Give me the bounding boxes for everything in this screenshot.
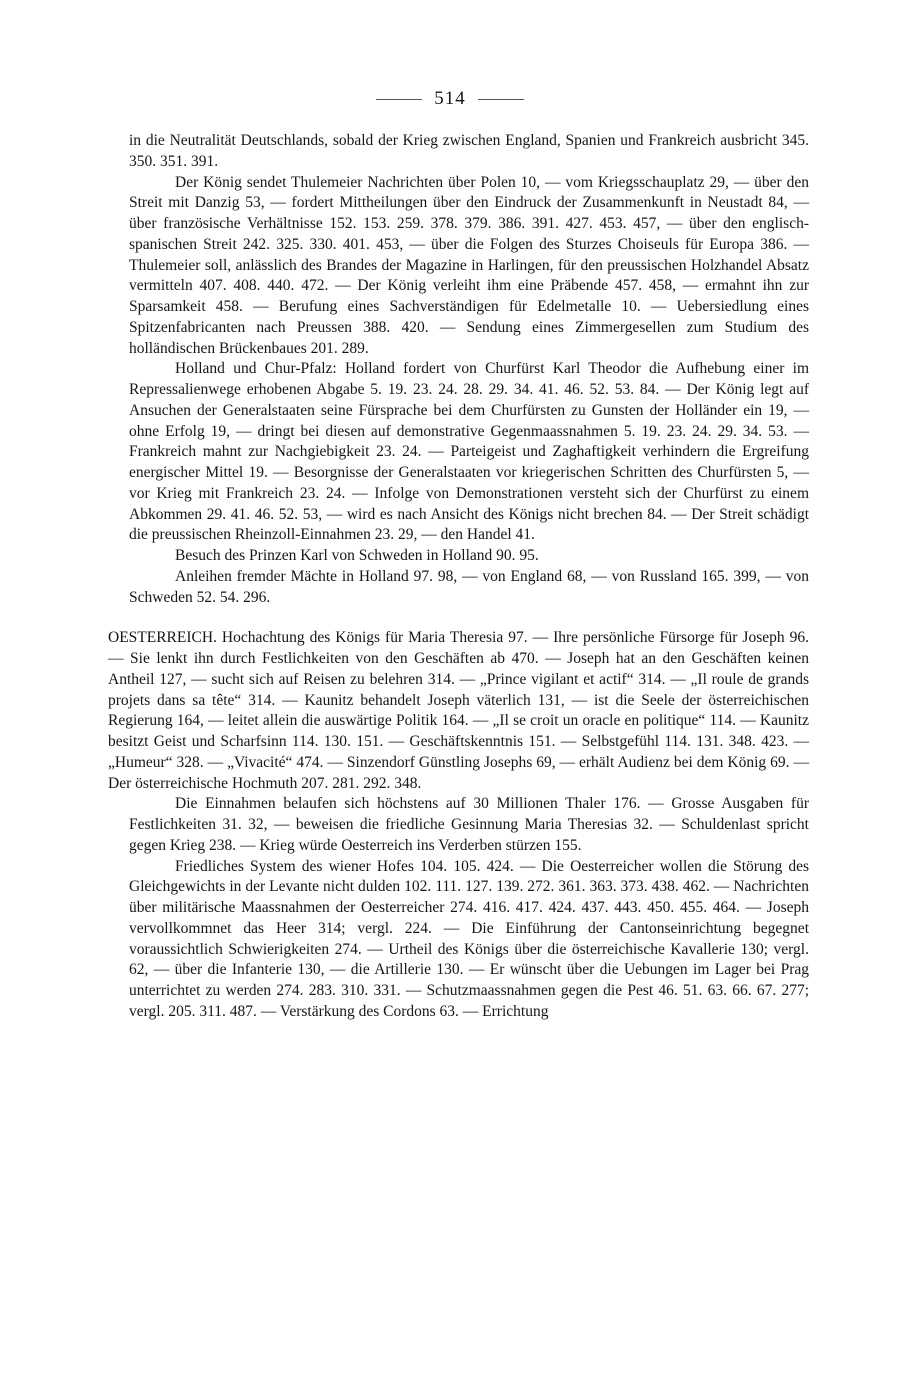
paragraph-thulemeier: Der König sendet Thulemeier Nachrichten über Polen 10, — vom Kriegsschauplatz 29, — über den Streit mit Danzig 53, — fordert Mittheilungen über den Eindruck der Zusammenkunft in Neustadt 84, — über französische Verhältnisse 152. 153. 259. 378. 379. 386. 391. 427. 453. 457, — über den englisch-spanischen Streit 242. 325. 330. 401. 453, — über die Folgen des Sturzes Choiseuls für Europa 386. — Thulemeier soll, anlässlich des Brandes der Magazine in Harlingen, für den preussischen Holzhandel Absatz vermitteln 407. 408. 440. 472. — Der König verleiht ihm eine Präbende 457. 458, — ermahnt ihn zur Sparsamkeit 458. — Berufung eines Sachverständigen für Edelmetalle 10. — Uebersiedlung eines Spitzenfabricanten nach Preussen 388. 420. — Sendung eines Zimmergesellen zum Studium des holländischen Brückenbaues 201. 289. [129,173,809,357]
paragraph-holland-chur-pfalz: Holland und Chur-Pfalz: Holland fordert von Churfürst Karl Theodor die Aufhebung einer im Repressalienwege erhobenen Abgabe 5. 19. 23. 24. 28. 29. 34. 41. 46. 52. 53. 84. — Der König legt auf Ansuchen der Generalstaaten seine Fürsprache bei dem Churfürsten zu Gunsten der Holländer ein 19, — ohne Erfolg 19, — dringt bei diesen auf demonstrative Gegenmaassnahmen 5. 19. 23. 24. 29. 34. 53. — Frankreich mahnt zur Nachgiebigkeit 23. 24. — Parteigeist und Zaghaftigkeit verhindern die Ergreifung energischer Mittel 19. — Besorgnisse der Generalstaaten vor kriegerischen Schritten des Churfürsten 5, — vor Krieg mit Frankreich 23. 24. — Infolge von Demonstrationen versteht sich der Churfürst zu einem Abkommen 29. 41. 46. 52. 53, — wird es nach Ansicht des Königs nicht brechen 84. — Der Streit schädigt die preussischen Rheinzoll-Einnahmen 23. 29, — den Handel 41. [129,360,809,544]
header-rule-left [376,99,422,100]
header-rule-right [478,99,524,100]
page-number: 514 [434,88,466,109]
paragraph-prinz-karl: Besuch des Prinzen Karl von Schweden in Holland 90. 95. [175,547,539,564]
body-text [108,131,809,1023]
paragraph-anleihen: Anleihen fremder Mächte in Holland 97. 98, — von England 68, — von Russland 165. 399, — von Schweden 52. 54. 296. [129,567,809,606]
paragraph-friedliches-system: Friedliches System des wiener Hofes 104. 105. 424. — Die Oesterreicher wollen die Störung des Gleichgewichts in der Levante nicht dulden 102. 111. 127. 139. 272. 361. 363. 373. 438. 462. — Nachrichten über militärische Maassnahmen der Oesterreicher 274. 416. 417. 424. 437. 443. 450. 455. 464. — Joseph vervollkommnet das Heer 314; vergl. 224. — Die Einführung der Cantonseinrichtung begegnet voraussichtlich Schwierigkeiten 274. — Urtheil des Königs über die österreichische Kavallerie 130; vergl. 62, — über die Infanterie 130, — die Artillerie 130. — Er wünscht über die Uebungen im Lager bei Prag unterrichtet zu werden 274. 283. 310. 331. — Schutzmaassnahmen gegen die Pest 46. 51. 63. 66. 67. 277; vergl. 205. 311. 487. — Verstärkung des Cordons 63. — Errichtung [129,857,809,1020]
paragraph-oesterreich: OESTERREICH. Hochachtung des Königs für Maria Theresia 97. — Ihre persönliche Fürsorge für Joseph 96. — Sie lenkt ihn durch Festlichkeiten von den Geschäften ab 470. — Joseph hat an den Geschäften keinen Antheil 127, — sucht sich auf Reisen zu belehren 314. — „Prince vigilant et actif“ 314. — „Il roule de grands projets dans sa tête“ 314. — Kaunitz behandelt Joseph väterlich 131, — ist die Seele der österreichischen Regierung 164, — leitet allein die auswärtige Politik 164. — „Il se croit un oracle en politique“ 114. — Kaunitz besitzt Geist und Scharfsinn 114. 130. 151. — Geschäftskenntnis 151. — Selbstgefühl 114. 131. 348. 423. — „Humeur“ 328. — „Vivacité“ 474. — Sinzendorf Günstling Josephs 69, — erhält Audienz bei dem König 69. — Der österreichische Hochmuth 207. 281. 292. 348. [108,629,809,792]
paragraph-continuation: in die Neutralität Deutschlands, sobald der Krieg zwischen England, Spanien und Frankreich ausbricht 345. 350. 351. 391. [129,132,809,170]
paragraph-einnahmen: Die Einnahmen belaufen sich höchstens auf 30 Millionen Thaler 176. — Grosse Ausgaben für Festlichkeiten 31. 32, — beweisen die friedliche Gesinnung Maria Theresias 32. — Schuldenlast spricht gegen Krieg 238. — Krieg würde Oesterreich ins Verderben stürzen 155. [129,795,809,854]
page-header [0,88,900,110]
